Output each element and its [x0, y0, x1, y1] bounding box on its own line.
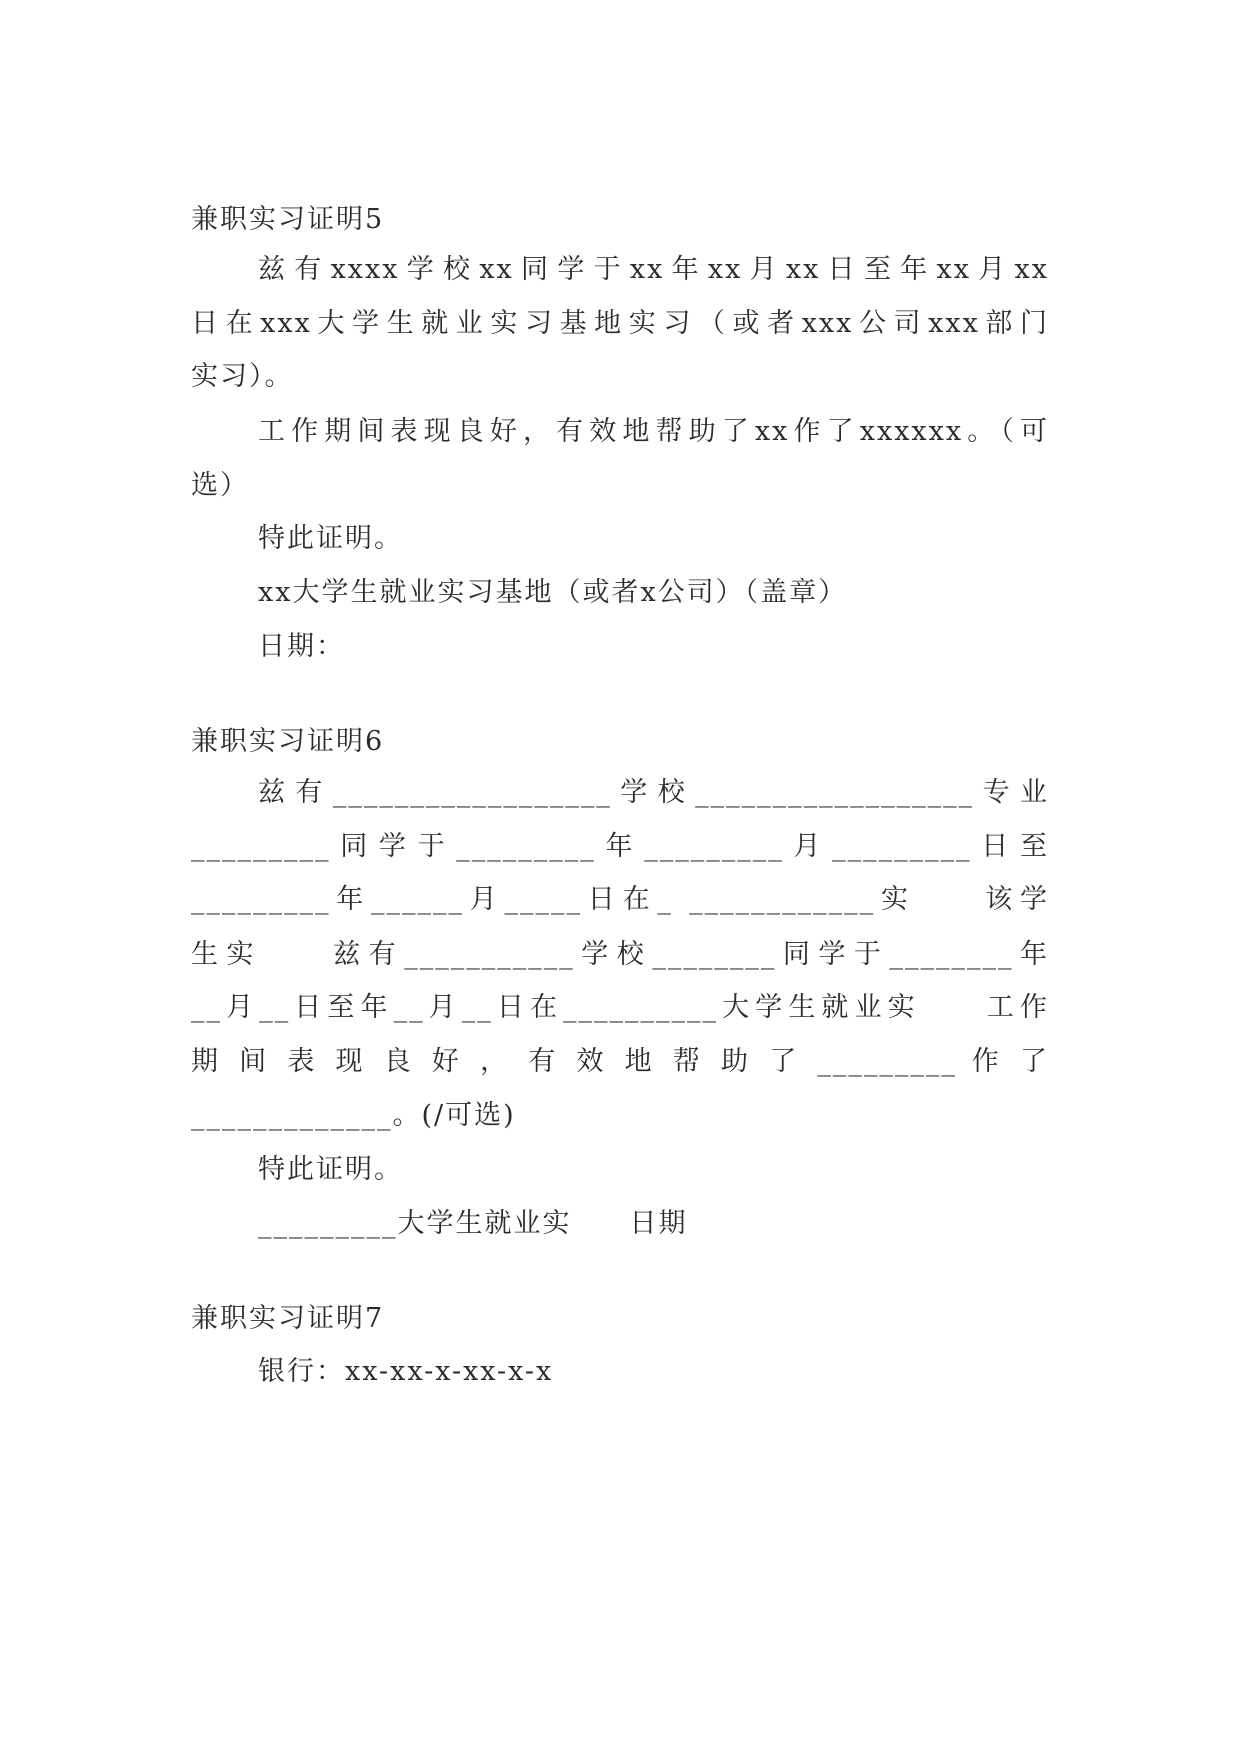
paragraph-line: __月__日至年__月__日在__________大学生就业实 工作 — [191, 992, 1049, 1023]
paragraph-line: 工作期间表现良好，有效地帮助了xx作了xxxxxx。（可 — [258, 416, 1049, 447]
paragraph-line: 日在xxx大学生就业实习基地实习（或者xxx公司xxx部门 — [191, 308, 1049, 339]
paragraph-line: 特此证明。 — [258, 523, 403, 554]
paragraph-line: xx大学生就业实习基地（或者x公司）（盖章） — [258, 577, 848, 608]
section-title: 兼职实习证明5 — [191, 204, 385, 235]
paragraph-line: 选） — [191, 470, 249, 501]
paragraph-line: 实习）。 — [191, 361, 294, 392]
paragraph-line: _________大学生就业实 日期 — [258, 1208, 688, 1239]
paragraph-line: _____________。(/可选) — [191, 1100, 516, 1131]
paragraph-line: 生实 兹有___________学校________同学于________年 — [191, 939, 1049, 970]
paragraph-line: _________同学于_________年_________月_________日至 — [191, 831, 1049, 862]
paragraph-line: 期 间 表 现 良 好 ， 有 效 地 帮 助 了 _________ 作 了 — [191, 1046, 1049, 1077]
paragraph-line: 兹有xxxx学校xx同学于xx年xx月xx日至年xx月xx — [258, 254, 1049, 285]
paragraph-line: _________年______月_____日在_ ____________实 该学 — [191, 884, 1049, 915]
section-title: 兼职实习证明7 — [191, 1303, 385, 1334]
paragraph-line: 特此证明。 — [258, 1154, 403, 1185]
section-title: 兼职实习证明6 — [191, 726, 385, 757]
date-line: 日期： — [258, 631, 345, 662]
paragraph-line: 银行：xx-xx-x-xx-x-x — [258, 1356, 554, 1387]
paragraph-line: 兹有__________________学校__________________专业 — [258, 777, 1049, 808]
